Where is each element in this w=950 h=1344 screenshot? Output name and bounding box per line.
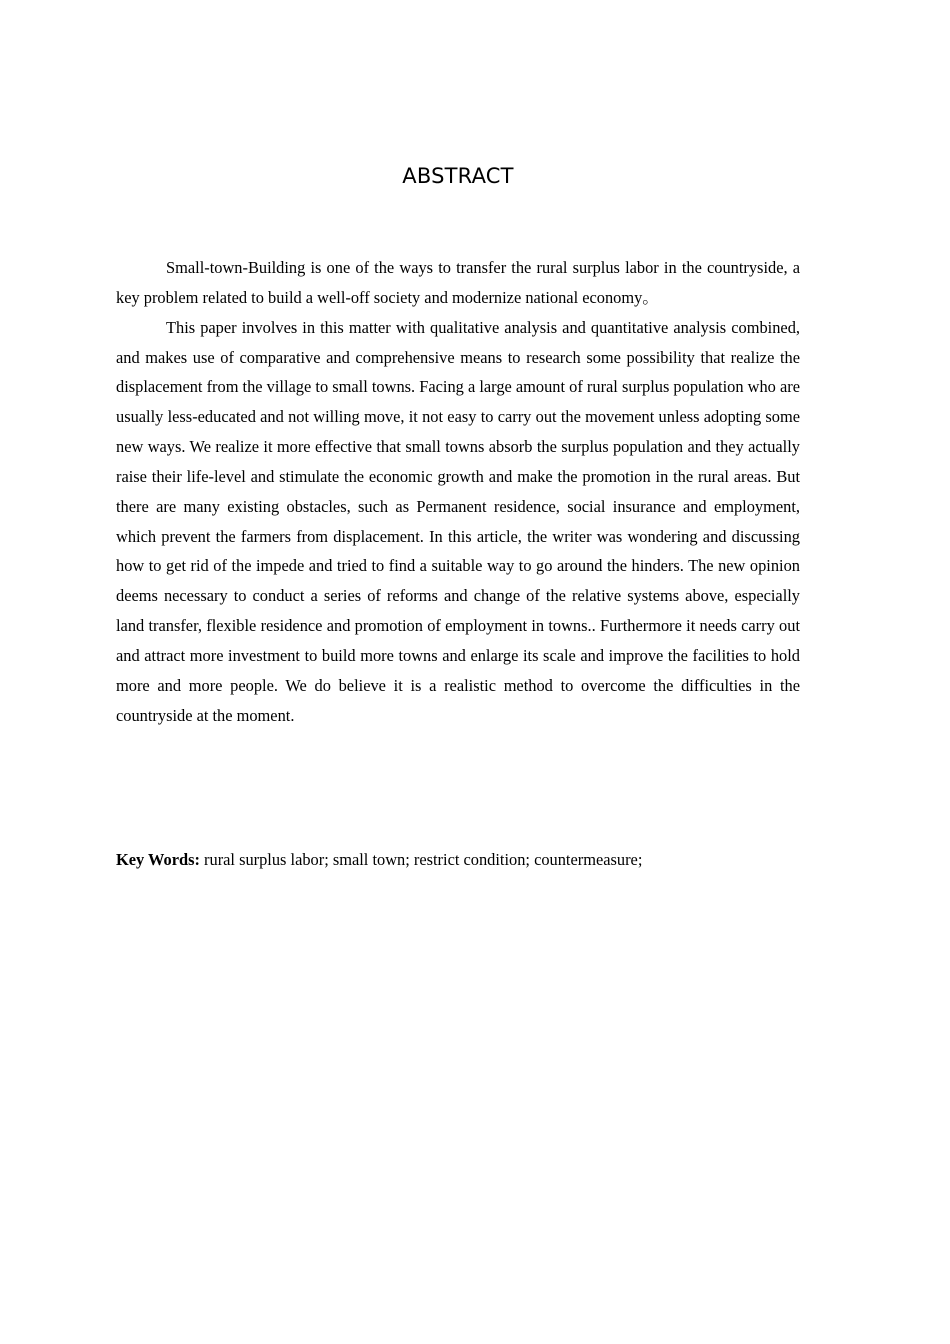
abstract-body bbox=[116, 253, 800, 731]
abstract-title: ABSTRACT bbox=[402, 164, 514, 188]
abstract-paragraph-1: Small-town-Building is one of the ways to transfer the rural surplus labor in the countryside, a key problem related to build a well-off society and modernize national economy。 bbox=[116, 258, 800, 307]
keywords-text: rural surplus labor; small town; restrict condition; countermeasure; bbox=[199, 850, 643, 869]
keywords-label: Key Words: bbox=[116, 850, 200, 869]
keywords-line bbox=[116, 845, 800, 874]
abstract-paragraph-2: This paper involves in this matter with qualitative analysis and quantitative analysis combined, and makes use of comparative and comprehensive means to research some possibility that realize the displacement from the village to small towns. Facing a large amount of rural surplus population who are usually less-educated and not willing move, it not easy to carry out the movement unless adopting some new ways. We realize it more effective that small towns absorb the surplus population and they actually raise their life-level and stimulate the economic growth and make the promotion in the rural areas. But there are many existing obstacles, such as Permanent residence, social insurance and employment, which prevent the farmers from displacement. In this article, the writer was wondering and discussing how to get rid of the impede and tried to find a suitable way to go around the hinders. The new opinion deems necessary to conduct a series of reforms and change of the relative systems above, especially land transfer, flexible residence and promotion of employment in towns.. Furthermore it needs carry out and attract more investment to build more towns and enlarge its scale and improve the facilities to hold more and more people. We do believe it is a realistic method to overcome the difficulties in the countryside at the moment. bbox=[116, 317, 800, 725]
